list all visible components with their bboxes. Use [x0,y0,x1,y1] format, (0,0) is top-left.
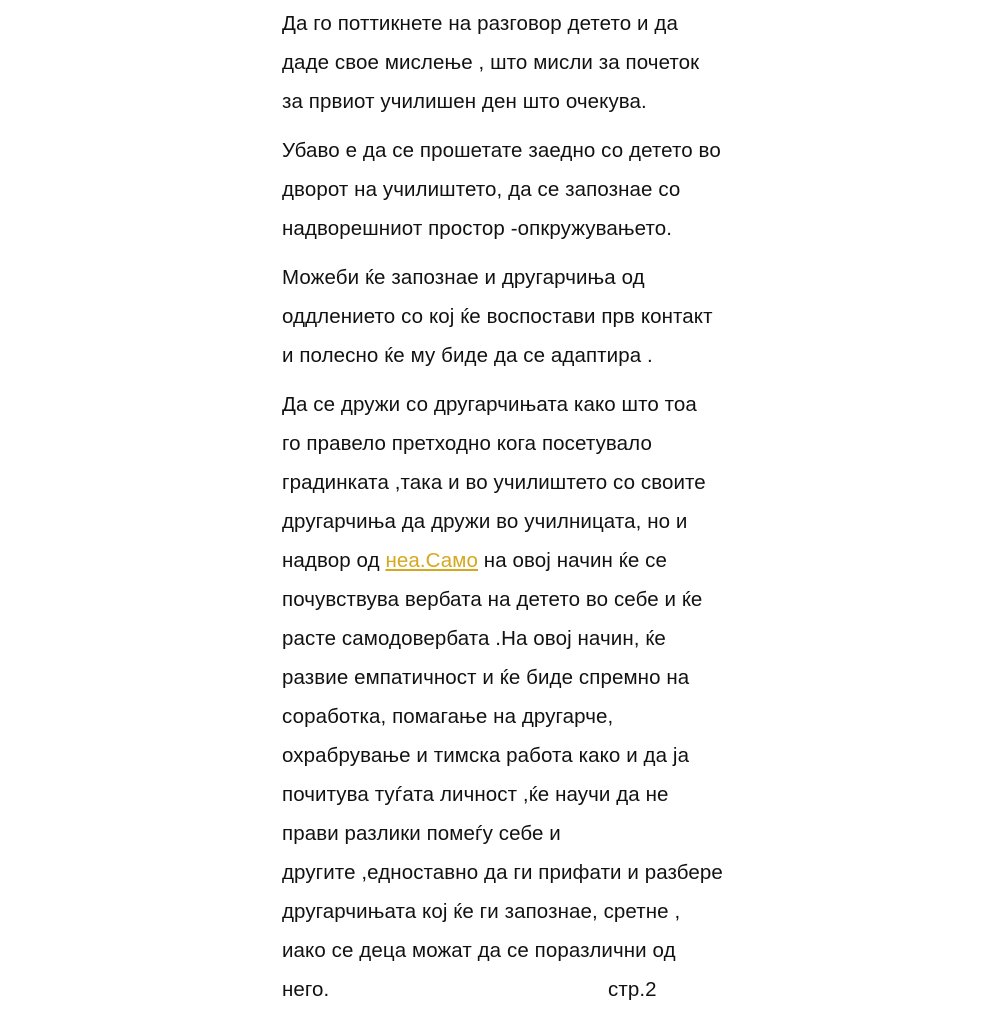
paragraph-3 [282,258,742,375]
text-segment: на овој начин ќе се [478,549,667,572]
text-segment: него. [282,978,330,1001]
text-line: го правело претходно кога посетувало [282,432,652,455]
text-line: другите ,едноставно да ги прифати и разбере [282,861,723,884]
text-line: развие емпатичност и ќе биде спремно на [282,666,690,689]
text-line: дворот на училиштето, да се запознае со [282,178,681,201]
text-line: Да го поттикнете на разговор детето и да [282,12,678,35]
paragraph-4 [282,385,742,1009]
text-line: даде свое мислење , што мисли за почеток [282,51,700,74]
text-line: за првиот училишен ден што очекува. [282,90,647,113]
text-line: другарчињата кој ќе ги запознае, сретне , [282,900,681,923]
text-segment: надвор од [282,549,386,572]
inline-link[interactable]: неа.Само [385,549,479,572]
text-line: соработка, помагање на другарче, [282,705,614,728]
text-line: Убаво е да се прошетате заедно со детето во [282,139,721,162]
text-line: градинката ,така и во училиштето со своите [282,471,706,494]
text-line: Можеби ќе запознае и другарчиња од [282,266,645,289]
text-line: охрабрување и тимска работа како и да ја [282,744,690,767]
text-line: оддлението со кој ќе воспостави прв контакт [282,305,713,328]
text-line: другарчиња да дружи во училницата, но и [282,510,688,533]
final-line [282,970,742,1009]
text-line: прави разлики помеѓу себе и [282,822,561,845]
paragraph-2 [282,131,742,248]
text-line: почувствува вербата на детето во себе и ќе [282,588,703,611]
text-line: почитува туѓата личност ,ќе научи да не [282,783,669,806]
text-line: и полесно ќе му биде да се адаптира . [282,344,653,367]
text-line: надворешниот простор -опкружувањето. [282,217,673,240]
text-line: Да се дружи со другарчињата како што тоа [282,393,697,416]
page-number: стр.2 [608,978,657,1001]
text-line-with-link [282,541,742,580]
text-line: иако се деца можат да се поразлични од [282,939,676,962]
text-line: расте самодовербата .На овој начин, ќе [282,627,666,650]
document-body [282,4,742,1019]
paragraph-1 [282,4,742,121]
